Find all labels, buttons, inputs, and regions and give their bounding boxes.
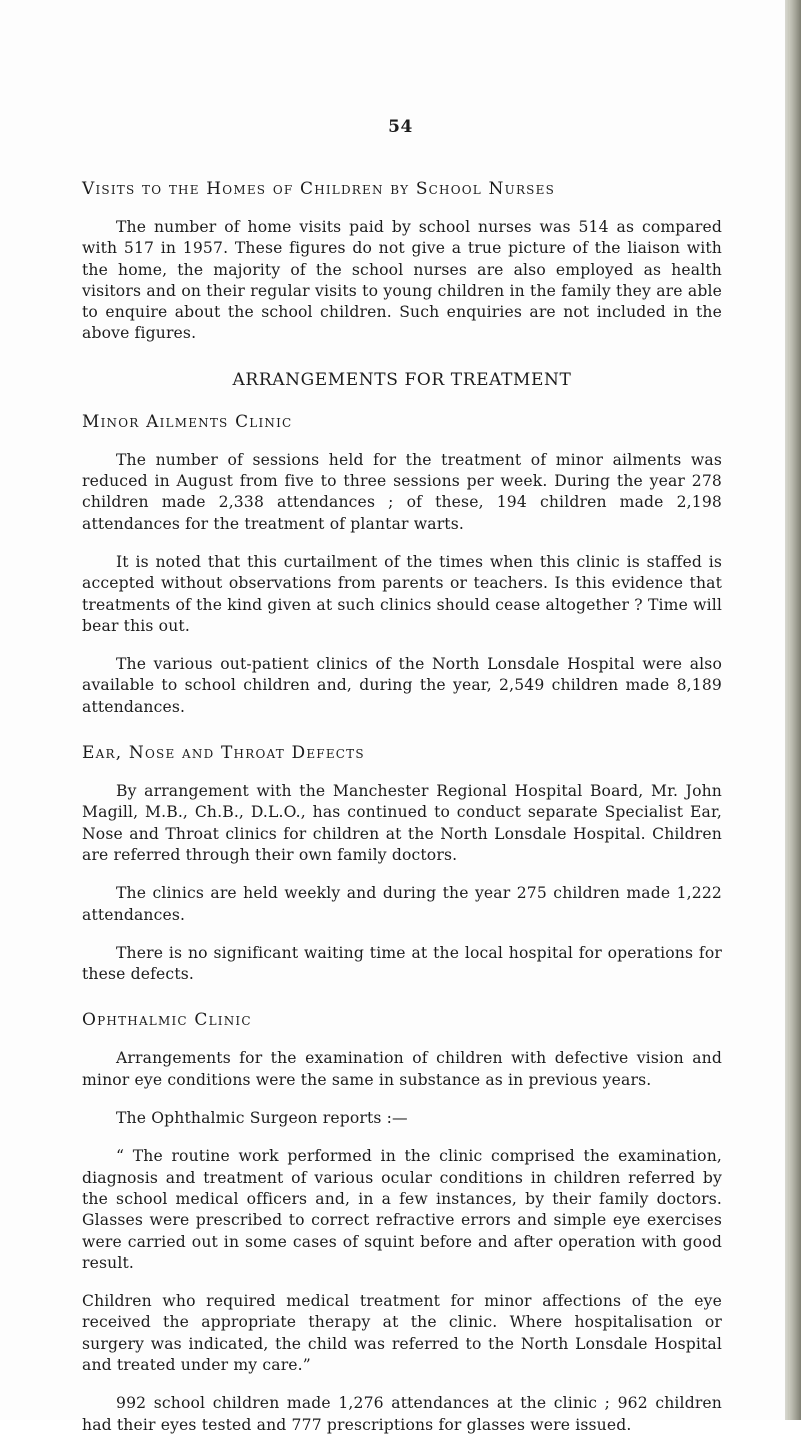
paragraph-ent-1: By arrangement with the Manchester Regional Hospital Board, Mr. John Magill, M.B., Ch.B., D.L.O., has continued to conduct separate Specialist Ear, Nose and Throat clinics for children at the North Lonsdale Hospital. Children are referred through their own family doctors.	[82, 782, 722, 864]
heading-ophthalmic: Ophthalmic Clinic	[82, 1010, 252, 1031]
paragraph-ophth-3: “ The routine work performed in the clinic comprised the examination, diagnosis and treatment of various ocular conditions in children referred by the school medical officers and, in a few instances, by their family doctors. Glasses were prescribed to correct refractive errors and simple eye exercises were carried out in some cases of squint before and after operation with good result.	[82, 1147, 722, 1272]
heading-visits: Visits to the Homes of Children by School Nurses	[82, 179, 555, 199]
heading-ent: Ear, Nose and Throat Defects	[82, 743, 365, 764]
page-content	[82, 178, 722, 1436]
heading-arrangements: ARRANGEMENTS FOR TREATMENT	[232, 369, 572, 390]
paragraph-minor-2: It is noted that this curtailment of the times when this clinic is staffed is accepted without observations from parents or teachers. Is this evidence that treatments of the kind given at such clinics should cease altogether ? Time will bear this out.	[82, 552, 722, 635]
paragraph-ophth-1: Arrangements for the examination of children with defective vision and minor eye conditions were the same in substance as in previous years.	[82, 1049, 722, 1089]
paragraph-minor-1: The number of sessions held for the treatment of minor ailments was reduced in August from five to three sessions per week. During the year 278 children made 2,338 attendances ; of these, 194 children made 2,198 attendances for the treatment of plantar warts.	[82, 450, 722, 533]
paragraph-ent-2: The clinics are held weekly and during the year 275 children made 1,222 attendances.	[82, 884, 722, 924]
paragraph-ophth-5: 992 school children made 1,276 attendances at the clinic ; 962 children had their eyes tested and 777 prescriptions for glasses were issued.	[82, 1394, 722, 1434]
page-binding-edge	[785, 0, 801, 1420]
paragraph-ophth-4: Children who required medical treatment for minor affections of the eye received the appropriate therapy at the clinic. Where hospitalisation or surgery was indicated, the child was referred to the North Lonsdale Hospital and treated under my care.”	[82, 1292, 722, 1374]
paragraph-ent-3: There is no significant waiting time at the local hospital for operations for these defects.	[82, 943, 722, 984]
paragraph-ophth-2: The Ophthalmic Surgeon reports :—	[116, 1109, 408, 1128]
heading-minor-ailments: Minor Ailments Clinic	[82, 411, 293, 432]
page-number: 54	[388, 117, 413, 137]
paragraph-visits-1: The number of home visits paid by school nurses was 514 as compared with 517 in 1957. These figures do not give a true picture of the liaison with the home, the majority of the school nurses are also employed as health visitors and on their regular visits to young children in the family they are able to enquire about the school children. Such enquiries are not included in the above figures.	[82, 218, 722, 343]
paragraph-minor-3: The various out-patient clinics of the North Lonsdale Hospital were also available to school children and, during the year, 2,549 children made 8,189 attendances.	[82, 655, 722, 716]
